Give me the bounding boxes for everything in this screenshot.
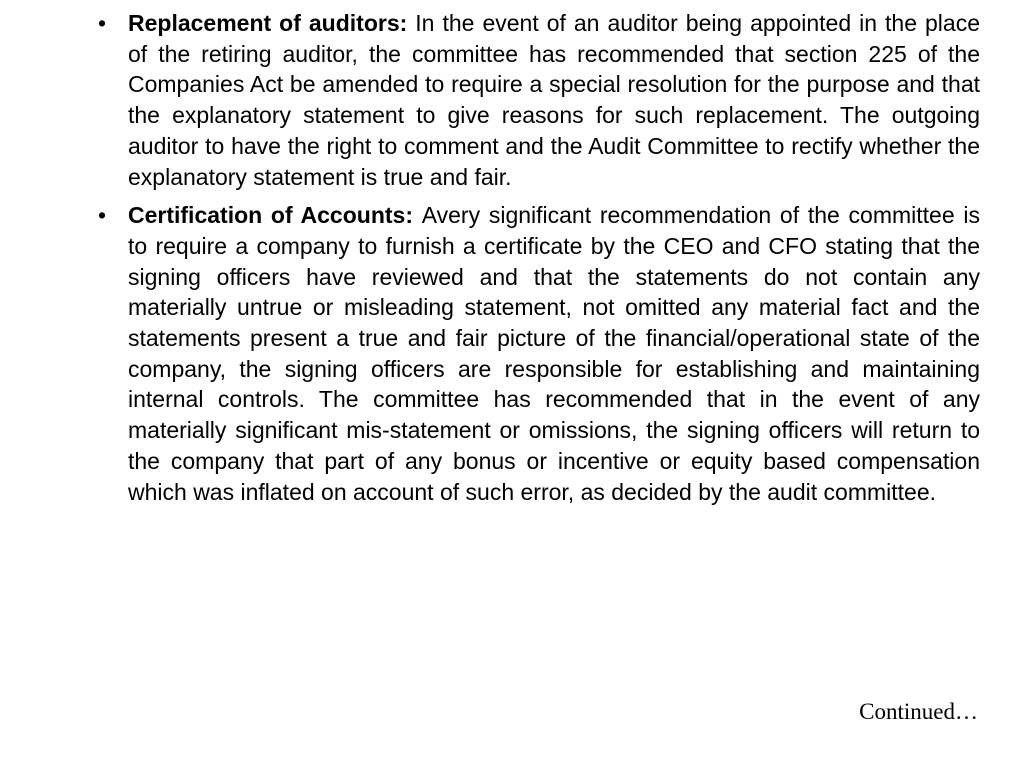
continued-label: Continued…	[859, 699, 978, 724]
bullet-icon: •	[98, 202, 107, 229]
bullet-title: Certification of Accounts:	[128, 202, 422, 229]
bullet-item-replacement-of-auditors	[98, 8, 980, 192]
bullet-item-certification-of-accounts	[98, 200, 980, 507]
bullet-text: In the event of an auditor being appointed in the place of the retiring auditor, the committee has recommended that section 225 of the Companies Act be amended to require a special resolution for the purpose and that the explanatory statement to give reasons for such replacement. The outgoing auditor to have the right to comment and the Audit Committee to rectify whether the explanatory statement is true and fair.	[128, 10, 980, 190]
bullet-title: Replacement of auditors:	[128, 10, 416, 36]
bullet-text: Avery significant recommendation of the committee is to require a company to furnish a certificate by the CEO and CFO stating that the signing officers have reviewed and that the statements do not contain any materially untrue or misleading statement, not omitted any material fact and the statements present a true and fair picture of the financial/operational state of the company, the signing officers are responsible for establishing and maintaining internal controls. The committee has recommended that in the event of any materially significant mis-statement or omissions, the signing officers will return to the company that part of any bonus or incentive or equity based compensation which was inflated on account of such error, as decided by the audit committee.	[128, 202, 980, 505]
bullet-list	[98, 8, 980, 515]
bullet-icon: •	[98, 10, 107, 36]
